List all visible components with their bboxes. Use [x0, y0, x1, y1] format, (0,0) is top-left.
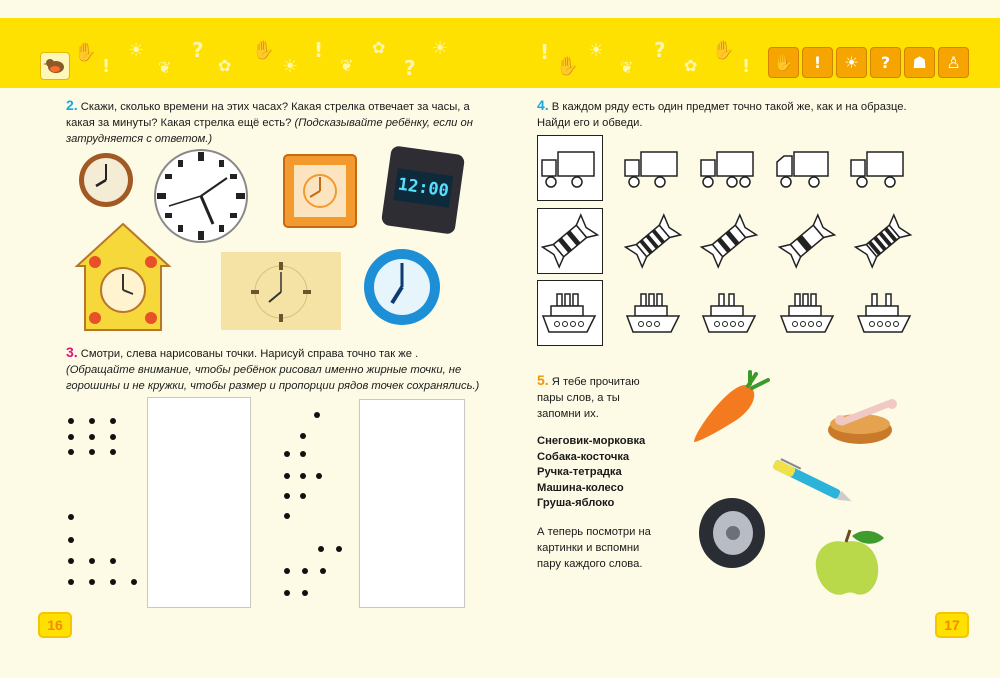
hat-icon: ☗ [904, 47, 935, 78]
sun-icon: ☀ [128, 40, 145, 61]
exclamation-icon: ! [314, 38, 324, 62]
orange-square-clock [282, 153, 358, 229]
sun-icon: ☀ [588, 40, 605, 61]
drawing-area-1[interactable] [147, 397, 251, 608]
task4-instruction [537, 97, 937, 131]
task5-number: 5. [537, 372, 549, 388]
question-icon: ? [404, 56, 416, 80]
candy-option-1[interactable] [626, 214, 680, 268]
pen-picture[interactable] [766, 458, 858, 506]
truck-option-3[interactable] [776, 150, 832, 190]
task4-text: В каждом ряду есть один предмет точно такой же, как и на образце. Найди его и обведи. [537, 101, 907, 129]
task3-hint: (Обращайте внимание, чтобы ребёнок рисовал именно жирные точки, не горошины и не кружки, чтобы размер и пропорции рядов точек сохранялись.) [66, 364, 480, 392]
leaf-icon: ❦ [620, 58, 634, 77]
word-pair: Груша-яблоко [537, 497, 615, 509]
person-icon: ♙ [938, 47, 969, 78]
hand-icon: ✋ [768, 47, 799, 78]
task2-instruction [66, 97, 486, 147]
candy-sample [543, 214, 597, 268]
bird-logo-icon [40, 52, 70, 80]
leaf-icon: ❦ [340, 56, 354, 75]
word-pairs-list [537, 434, 645, 512]
page-number-right: 17 [935, 612, 969, 638]
candy-option-3[interactable] [780, 214, 834, 268]
blue-porthole-clock [362, 247, 442, 327]
candy-option-2[interactable] [702, 214, 756, 268]
exclamation-icon: ! [802, 47, 833, 78]
truck-option-4[interactable] [850, 150, 906, 190]
question-icon: ? [654, 38, 666, 62]
truck-sample [541, 150, 597, 190]
task5-text: Я тебе прочитаю пары слов, а ты запомни их. [537, 376, 640, 420]
task5-after-text: А теперь посмотри на картинки и вспомни пару каждого слова. [537, 526, 651, 570]
apple-picture[interactable] [810, 528, 890, 598]
sun-icon: ☀ [282, 56, 299, 77]
wall-clock-round [78, 152, 134, 208]
task2-number: 2. [66, 97, 78, 113]
carrot-picture[interactable] [690, 372, 772, 446]
truck-option-1[interactable] [624, 150, 680, 190]
task3-instruction [66, 344, 486, 394]
ship-sample [541, 292, 597, 336]
wheel-picture[interactable] [697, 496, 767, 570]
ship-option-2[interactable] [701, 292, 757, 336]
task2-hint: (Подсказывайте ребёнку, если он затрудняется с ответом.) [66, 117, 473, 145]
person-icon: ✿ [218, 56, 232, 75]
task3-text: Смотри, слева нарисованы точки. Нарисуй справа точно так же . [80, 348, 419, 360]
exclamation-icon: ! [102, 56, 111, 77]
section-icons-toolbar [768, 47, 969, 78]
ship-option-3[interactable] [779, 292, 835, 336]
rectangular-wall-clock [221, 252, 341, 330]
hand-icon: ✋ [712, 40, 735, 61]
digital-clock-display: 12:00 [393, 168, 453, 207]
task2-text: Скажи, сколько времени на этих часах? Какая стрелка отвечает за часы, а какая за минуты? Какая стрелка ещё есть? [66, 101, 470, 129]
page-number-left: 16 [38, 612, 72, 638]
task4-number: 4. [537, 97, 549, 113]
hand-icon: ✋ [74, 42, 97, 63]
hand-icon: ✋ [556, 56, 579, 77]
person-icon: ✿ [372, 38, 386, 57]
word-pair: Снеговик-морковка [537, 435, 646, 447]
digital-clock [381, 145, 465, 235]
candy-option-4[interactable] [856, 214, 910, 268]
person-icon: ✿ [684, 56, 698, 75]
ship-option-4[interactable] [856, 292, 912, 336]
drawing-area-2[interactable] [359, 399, 465, 608]
hand-icon: ✋ [252, 40, 275, 61]
word-pair: Собака-косточка [537, 450, 630, 463]
exclamation-icon: ! [540, 40, 550, 64]
question-icon: ? [192, 38, 204, 62]
word-pair: Ручка-тетрадка [537, 466, 622, 478]
leaf-icon: ❦ [158, 58, 172, 77]
cuckoo-clock [75, 222, 171, 332]
bowl-with-bone-picture[interactable] [822, 392, 908, 452]
task3-number: 3. [66, 344, 78, 360]
exclamation-icon: ! [742, 56, 751, 77]
question-icon: ? [870, 47, 901, 78]
ship-option-1[interactable] [625, 292, 681, 336]
word-pair: Машина-колесо [537, 481, 624, 494]
sun-icon: ☀ [836, 47, 867, 78]
task5-instruction [537, 372, 657, 422]
truck-option-2[interactable] [700, 150, 756, 190]
sun-icon: ☀ [432, 38, 449, 59]
